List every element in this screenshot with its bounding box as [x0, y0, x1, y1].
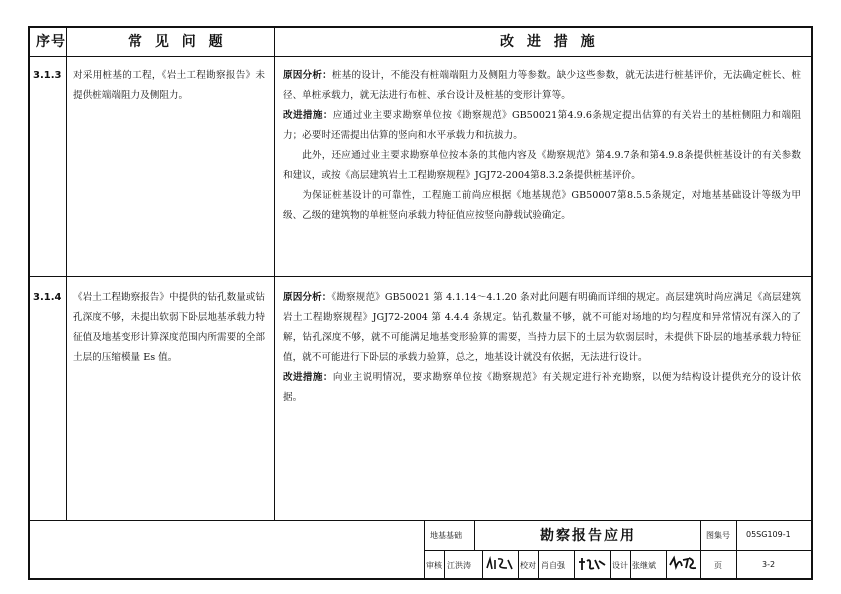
- tb-design-label: 设计: [612, 561, 628, 570]
- tb-page-no: 3-2: [762, 560, 776, 569]
- row-problem: 《岩土工程勘察报告》中提供的钻孔数量或钻孔深度不够，未提出软弱下卧层地基承载力特征值及地基变形计算深度范围内所需要的全部土层的压缩模量 Es 值。: [73, 292, 265, 363]
- measure-label: 原因分析：: [283, 292, 332, 303]
- tb-line: [474, 520, 475, 550]
- reviewer-signature: [485, 556, 515, 572]
- tb-line: [610, 550, 611, 580]
- tb-line: [482, 550, 483, 580]
- header-divider: [30, 56, 811, 57]
- measure-text: 桩基的设计，不能没有桩端端阻力及侧阻力等参数。缺少这些参数，就无法进行桩基评价，无法确定桩长、桩径、单桩承载力，就无法进行布桩、承台设计及桩基的变形计算等。: [283, 70, 802, 101]
- tb-reviewer: 江洪涛: [447, 561, 471, 570]
- tb-line: [666, 550, 667, 580]
- row-number: 3.1.4: [33, 292, 62, 303]
- tb-category: 地基基础: [430, 531, 462, 540]
- tb-line: [538, 550, 539, 580]
- tb-review-label: 审核: [426, 561, 442, 570]
- row-number: 3.1.3: [33, 70, 62, 81]
- header-problem: 常 见 问 题: [128, 34, 227, 50]
- row-measures: [283, 288, 801, 408]
- tb-checker: 肖自强: [541, 561, 565, 570]
- col-divider-2: [274, 28, 275, 520]
- tb-atlas-label: 图集号: [706, 531, 730, 540]
- measure-label: 原因分析：: [283, 70, 332, 81]
- table-frame: [28, 26, 813, 580]
- row-divider: [30, 276, 811, 277]
- measure-paragraph: [283, 186, 801, 226]
- measure-paragraph: [283, 66, 801, 106]
- measure-paragraph: [283, 368, 801, 408]
- tb-line: [630, 550, 631, 580]
- measure-paragraph: [283, 146, 801, 186]
- titleblock-divider: [30, 520, 811, 521]
- measure-label: 改进措施：: [283, 372, 333, 383]
- measure-text: 为保证桩基设计的可靠性，工程施工前尚应根据《地基规范》GB50007第8.5.5条规定，对地基基础设计等级为甲级、乙级的建筑物的单桩竖向承载力特征值应按竖向静载试验确定。: [283, 190, 801, 221]
- measure-text: 此外，还应通过业主要求勘察单位按本条的其他内容及《勘察规范》第4.9.7条和第4.9.8条提供桩基设计的有关参数和建议，或按《高层建筑岩土工程勘察规程》JGJ72-2004第8.3.2条提供桩基评价。: [283, 150, 801, 181]
- measure-text: 向业主说明情况，要求勘察单位按《勘察规范》有关规定进行补充勘察，以便为结构设计提供充分的设计依据。: [283, 372, 801, 403]
- tb-check-label: 校对: [520, 561, 536, 570]
- tb-designer: 张继斌: [632, 561, 656, 570]
- designer-signature: [668, 555, 698, 571]
- measure-text: 应通过业主要求勘察单位按《勘察规范》GB50021第4.9.6条规定提出估算的有关岩土的基桩侧阻力和端阻力；必要时还需提出估算的竖向和水平承载力和抗拔力。: [283, 110, 801, 141]
- tb-title: 勘察报告应用: [540, 528, 636, 544]
- tb-line: [574, 550, 575, 580]
- tb-line: [700, 520, 701, 580]
- measure-paragraph: [283, 288, 801, 368]
- tb-line: [444, 550, 445, 580]
- tb-atlas-no: 05SG109-1: [746, 530, 791, 539]
- measure-label: 改进措施：: [283, 110, 333, 121]
- measure-paragraph: [283, 106, 801, 146]
- row-measures: [283, 66, 801, 226]
- tb-page-label: 页: [714, 561, 722, 570]
- col-divider-1: [66, 28, 67, 520]
- measure-text: 《勘察规范》GB50021 第 4.1.14～4.1.20 条对此问题有明确而详细的规定。高层建筑时尚应满足《高层建筑岩土工程勘察规程》JGJ72-2004 第 4.4.4 条规定。钻孔数量不够，就不可能对场地的均匀程度和异常情况有深入的了解，钻孔深度不够，就不可能满足地基变形验算的需要，当持力层下的土层为软弱层时，未提供下卧层的地基承载力特征值，就不可能进行下卧层的承载力验算，总之，地基设计就没有依据，无法进行设计。: [283, 292, 801, 363]
- header-seq: 序号: [36, 34, 66, 50]
- row-problem: 对采用桩基的工程，《岩土工程勘察报告》未提供桩端端阻力及侧阻力。: [73, 70, 265, 101]
- tb-line: [518, 550, 519, 580]
- tb-line: [736, 520, 737, 580]
- checker-signature: [577, 556, 607, 572]
- header-measure: 改 进 措 施: [500, 34, 599, 50]
